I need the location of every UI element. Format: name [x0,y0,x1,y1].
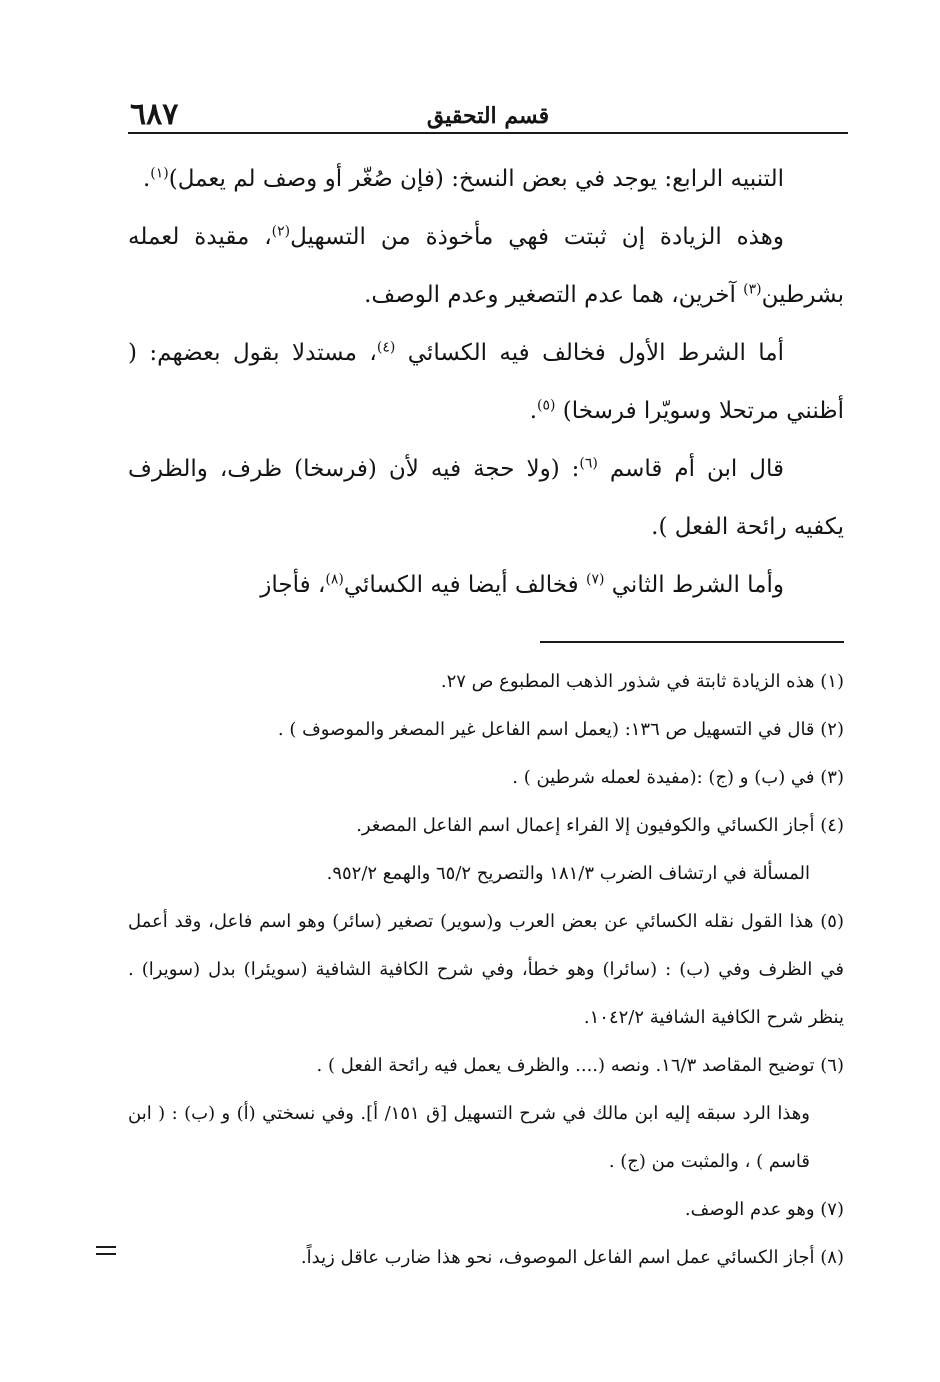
p4-a: قال ابن أم قاسم [597,456,784,482]
footnote-ref-5: (٥) [537,397,556,414]
p2-b: ، مقيدة لعمله بشرطين [128,224,844,308]
footnote-4: (٤) أجاز الكسائي والكوفيون إلا الفراء إعمال اسم الفاعل المصغر. [356,815,844,836]
footnote-6: (٦) توضيح المقاصد ١٦/٣. ونصه (.... والظرف يعمل فيه رائحة الفعل ) . [316,1055,844,1076]
footnote-ref-3: (٣) [743,281,762,298]
page-header [128,97,848,134]
footnote-2: (٢) قال في التسهيل ص ١٣٦: (يعمل اسم الفاعل غير المصغر والموصوف ) . [277,719,844,740]
footnote-6-continuation: وهذا الرد سبقه إليه ابن مالك في شرح التسهيل [ق ١٥١/ أ]. وفي نسختي (أ) و (ب) : ( ابن قاسم ) ، والمثبت من (ج) . [128,1103,810,1172]
footnote-3: (٣) في (ب) و (ج) :(مفيدة لعمله شرطين ) . [512,767,844,788]
footnote-ref-1: (١) [150,165,169,182]
p5-c: ، فأجاز [260,572,326,598]
p5-a: وأما الشرط الثاني [604,572,784,598]
paragraph-2 [128,208,844,324]
p1-tail: . [142,166,151,192]
p3-a: أما الشرط الأول فخالف فيه الكسائي [395,340,785,366]
footnote-7: (٧) وهو عدم الوصف. [684,1199,844,1220]
p3-c: . [529,398,538,424]
footnote-8: (٨) أجاز الكسائي عمل اسم الفاعل الموصوف، نحو هذا ضارب عاقل زيداً. [300,1247,844,1268]
footnote-4-continuation: المسألة في ارتشاف الضرب ١٨١/٣ والتصريح ٦٥/٢ والهمع ٩٥٢/٢. [326,863,810,884]
page-number: ٦٨٧ [130,97,179,132]
footnotes [128,658,844,1282]
paragraph-3 [128,324,844,440]
p5-b: فخالف أيضا فيه الكسائي [343,572,586,598]
footnote-separator [540,641,844,643]
footnote-ref-7: (٧) [585,571,605,588]
paragraph-1 [128,150,844,208]
footnote-ref-4: (٤) [376,339,396,356]
footnote-ref-6: (٦) [579,455,598,472]
footnote-ref-8: (٨) [325,571,344,588]
p3-b: ، مستدلا بقول بعضهم: ( أظنني مرتحلا وسويّرا فرسخا) [128,340,844,424]
p2-a: وهذه الزيادة إن ثبتت فهي مأخوذة من التسهيل [290,224,784,250]
paragraph-4 [128,440,844,556]
footnote-ref-2: (٢) [271,223,291,240]
running-title: قسم التحقيق [426,103,550,129]
p4-b: : (ولا حجة فيه لأن (فرسخا) ظرف، والظرف يكفيه رائحة الفعل ). [128,456,844,540]
p1-text: التنبيه الرابع: يوجد في بعض النسخ: (فإن صُغّر أو وصف لم يعمل) [168,166,784,192]
p2-c: آخرين، هما عدم التصغير وعدم الوصف. [364,282,744,308]
footnote-1: (١) هذه الزيادة ثابتة في شذور الذهب المطبوع ص ٢٧. [440,671,844,692]
footnote-5: (٥) هذا القول نقله الكسائي عن بعض العرب و(سوير) تصغير (سائر) وهو اسم فاعل، وقد أعمل في الظرف وفي (ب) : (سائرا) وهو خطأ، وفي شرح الكافية الشافية (سويئرا) بدل (سويرا) . ينظر شرح الكافية الشافية ١٠٤٢/٢. [128,911,844,1028]
main-text [128,150,844,614]
continuation-mark [96,1246,116,1255]
paragraph-5 [128,556,844,614]
